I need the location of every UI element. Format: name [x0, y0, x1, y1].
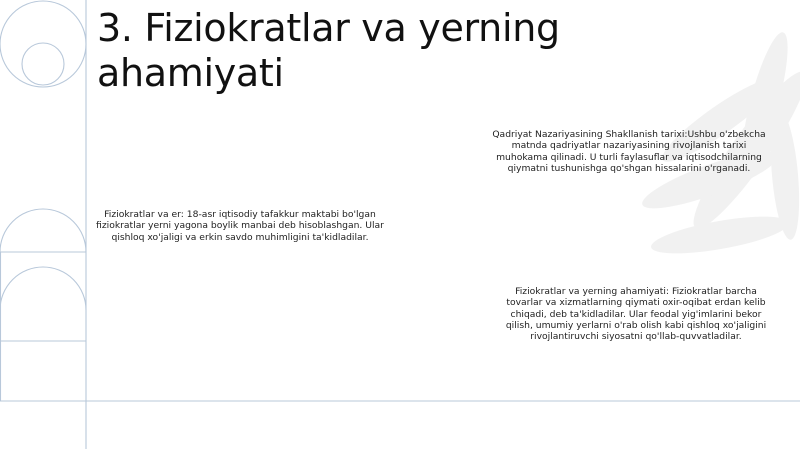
slide-title: 3. Fiziokratlar va yerning ahamiyati [97, 6, 560, 95]
text-block-importance-of-land: Fiziokratlar va yerning ahamiyati: Fiziokratlar barcha tovarlar va xizmatlarning qiymati oxir-oqibat erdan kelib chiqadi, deb ta'kidladilar. Ular feodal yig'imlarini bekor qilish, umumiy yerlarni o'rab olish kabi qishloq xo'jaligini rivojlantiruvchi siyosatni qo'llab-quvvatladilar. [505, 286, 767, 343]
upper-arch-outline [0, 209, 86, 252]
large-circle-outline [0, 1, 86, 87]
lower-arch-outline [0, 267, 86, 310]
text-block-physiocrats-and-land: Fiziokratlar va er: 18-asr iqtisodiy tafakkur maktabi bo'lgan fiziokratlar yerni yagona boylik manbai deb hisoblashgan. Ular qishloq xo'jaligi va erkin savdo muhimligini ta'kidladilar. [96, 209, 384, 243]
small-circle-outline [22, 43, 64, 85]
text-block-value-theory-history: Qadriyat Nazariyasining Shakllanish tarixi:Ushbu o'zbekcha matnda qadriyatlar nazariyasining rivojlanish tarixi muhokama qilinadi. U turli faylasuflar va iqtisodchilarning qiymatni tushunishga qo'shgan hissalarini o'rganadi. [492, 129, 766, 174]
